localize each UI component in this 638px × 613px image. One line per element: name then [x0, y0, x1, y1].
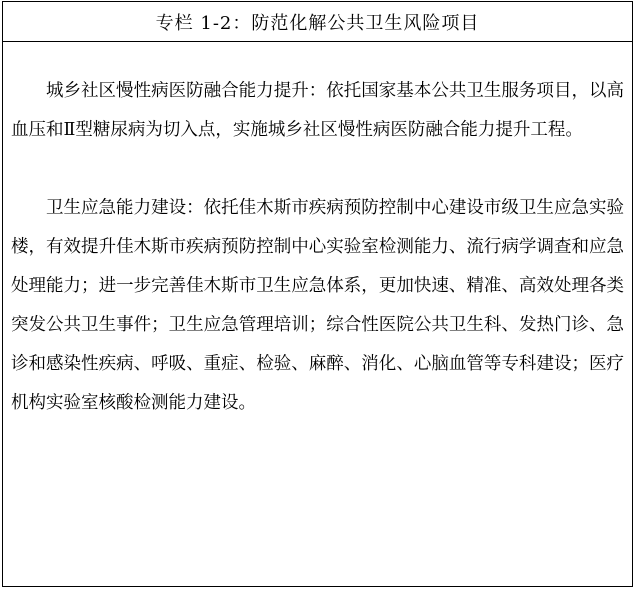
paragraph-spacer: [11, 150, 624, 189]
box-title: 专栏 1-2：防范化解公共卫生风险项目: [3, 2, 632, 42]
column-box: [2, 1, 633, 587]
paragraph-chronic-disease: 城乡社区慢性病医防融合能力提升：依托国家基本公共卫生服务项目，以高血压和Ⅱ型糖尿病为切入点，实施城乡社区慢性病医防融合能力提升工程。: [11, 81, 624, 140]
box-content: [3, 42, 632, 423]
paragraph-emergency-capacity: 卫生应急能力建设：依托佳木斯市疾病预防控制中心建设市级卫生应急实验楼，有效提升佳木斯市疾病预防控制中心实验室检测能力、流行病学调查和应急处理能力；进一步完善佳木斯市卫生应急体系，更加快速、精准、高效处理各类突发公共卫生事件；卫生应急管理培训；综合性医院公共卫生科、发热门诊、急诊和感染性疾病、呼吸、重症、检验、麻醉、消化、心脑血管等专科建设；医疗机构实验室核酸检测能力建设。: [11, 198, 624, 413]
